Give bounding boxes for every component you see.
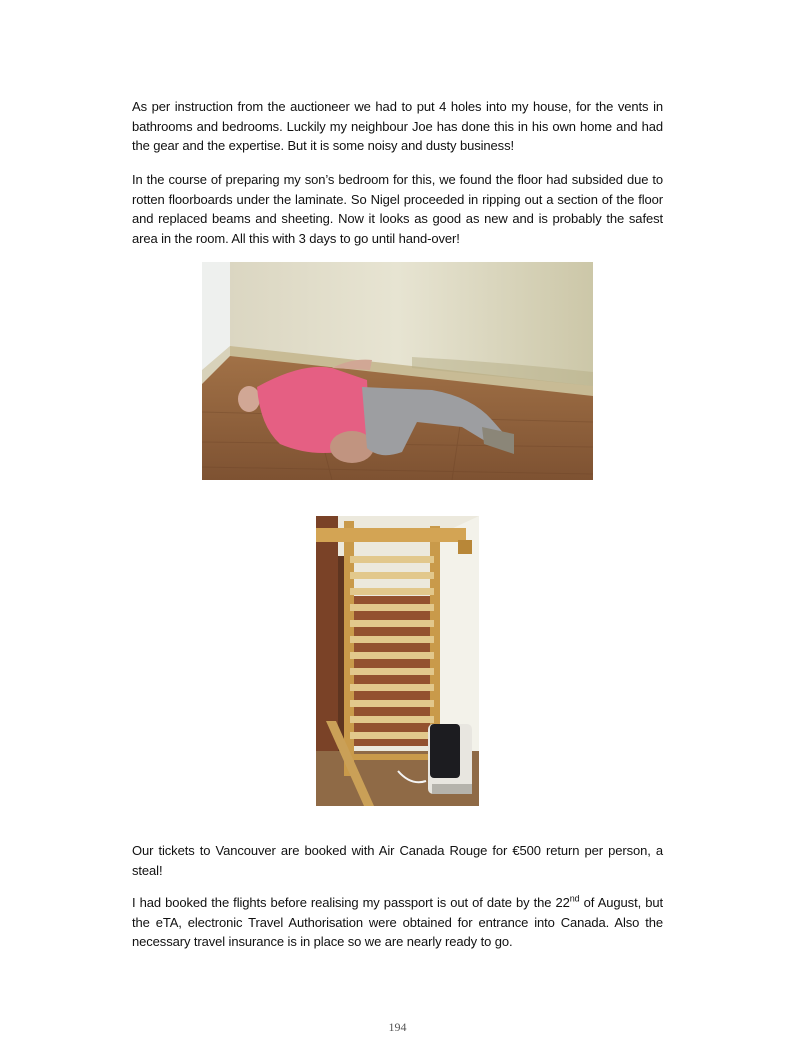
paragraph-tickets: Our tickets to Vancouver are booked with Air Canada Rouge for €500 return per person, a steal! bbox=[132, 843, 663, 878]
photo-man-lying-on-floor bbox=[202, 262, 593, 480]
paragraph-passport bbox=[132, 893, 663, 952]
paragraph-passport-end: of August, but the eTA, electronic Travel Authorisation were obtained for entrance into Canada. Also the necessary travel insurance is in place so we are nearly ready to go. bbox=[132, 895, 663, 949]
paragraph-passport-start: I had booked the flights before realising my passport is out of date by the 22 bbox=[132, 895, 570, 910]
paragraph-bedroom-floor: In the course of preparing my son’s bedroom for this, we found the floor had subsided due to rotten floorboards under the laminate. So Nigel proceeded in ripping out a section of the floor and replaced beams and sheeting. Now it looks as good as new and is probably the safest area in the room. All this with 3 days to go until hand-over! bbox=[132, 172, 663, 246]
paragraph-vent-holes: As per instruction from the auctioneer we had to put 4 holes into my house, for the vents in bathrooms and bedrooms. Luckily my neighbour Joe has done this in his own home and had the gear and the expertise. But it is some noisy and dusty business! bbox=[132, 99, 663, 153]
photo-bed-frame-leaning bbox=[316, 516, 479, 806]
ordinal-suffix: nd bbox=[569, 893, 580, 904]
page-number: 194 bbox=[388, 1020, 407, 1034]
